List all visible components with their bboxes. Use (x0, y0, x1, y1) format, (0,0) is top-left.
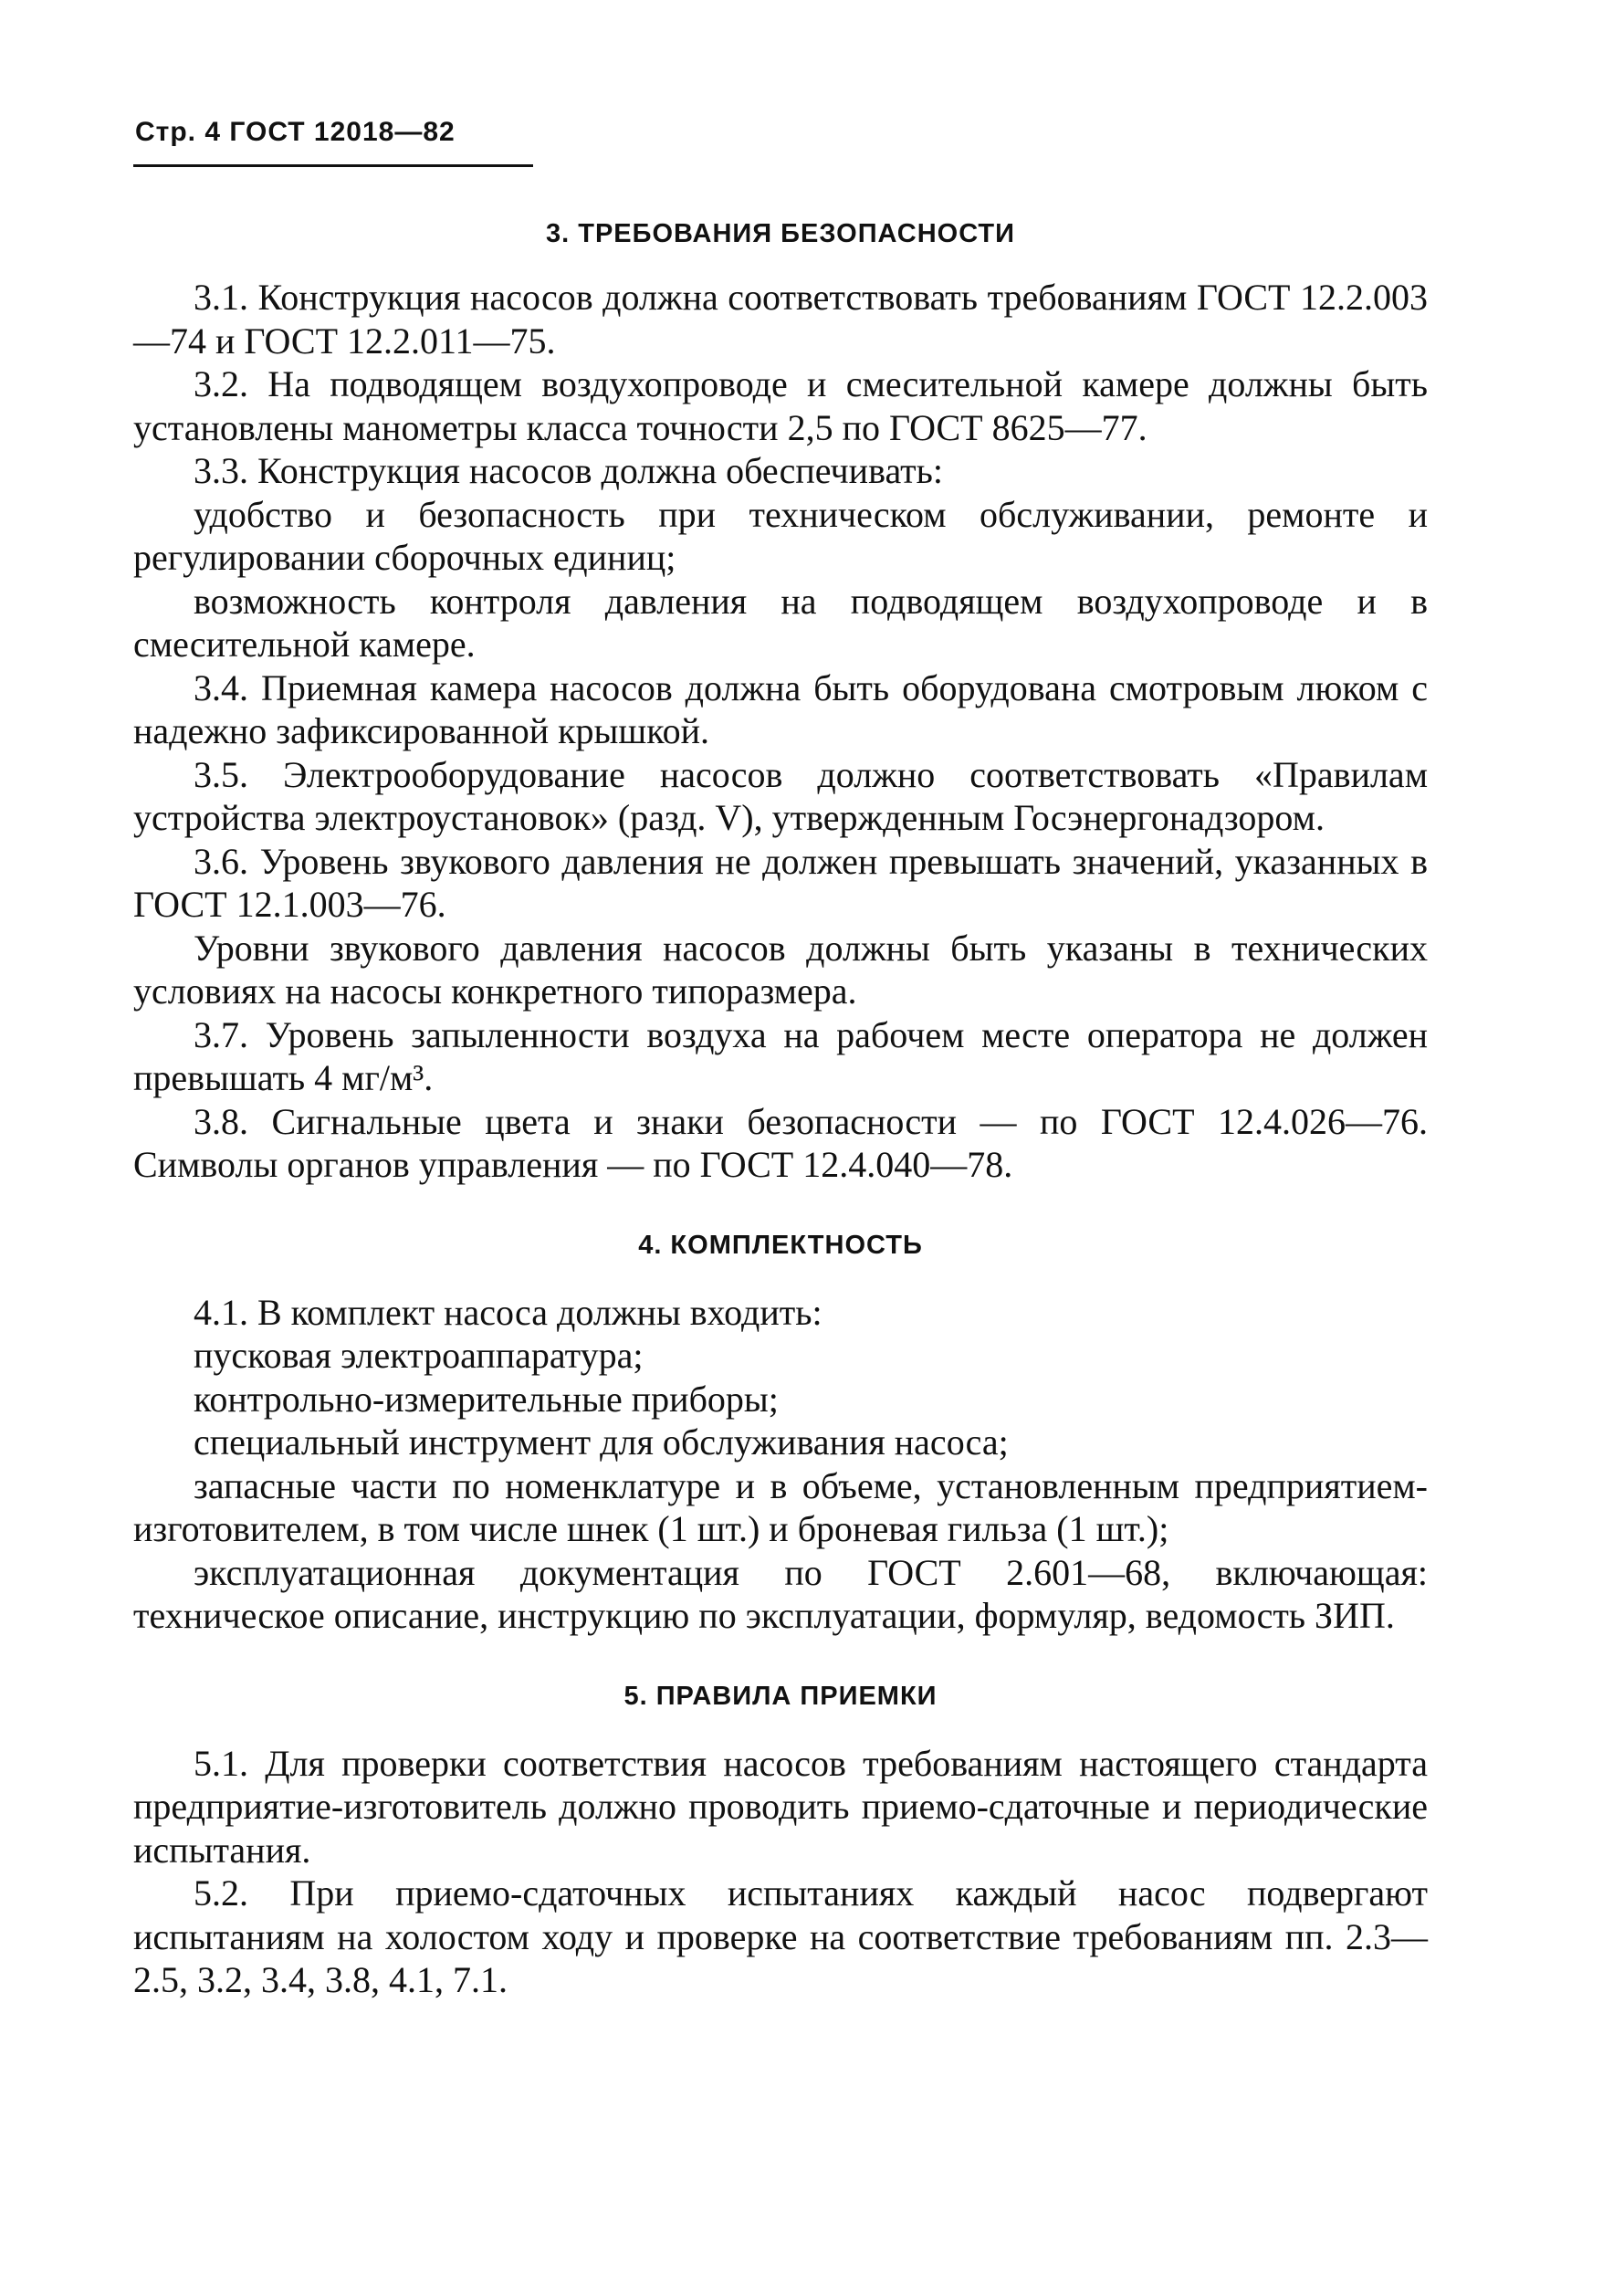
paragraph-4-1: 4.1. В комплект насоса должны входить: (194, 1291, 822, 1333)
paragraph-3-2: 3.2. На подводящем воздухопроводе и смесительной камере должны быть установлены манометры класса точности 2,5 по ГОСТ 8625—77. (133, 363, 1428, 448)
paragraph-3-6: 3.6. Уровень звукового давления не должен превышать значений, указанных в ГОСТ 12.1.003—76. (133, 840, 1428, 925)
paragraph-5-1: 5.1. Для проверки соответствия насосов требованиям настоящего стандарта предприятие-изготовитель должно проводить приемо-сдаточные и периодические испытания. (133, 1742, 1428, 1871)
list-item: пусковая электроаппаратура; (194, 1335, 644, 1376)
paragraph-3-5: 3.5. Электрооборудование насосов должно соответствовать «Правилам устройства электроустановок» (разд. V), утвержденным Госэнергонадзором. (133, 753, 1428, 838)
paragraph-3-4: 3.4. Приемная камера насосов должна быть оборудована смотровым люком с надежно зафиксированной крышкой. (133, 666, 1428, 751)
paragraph-3-3: 3.3. Конструкция насосов должна обеспечивать: (194, 450, 943, 491)
section-4-title: 4. КОМПЛЕКТНОСТЬ (638, 1230, 923, 1260)
section-5-title: 5. ПРАВИЛА ПРИЕМКИ (623, 1681, 938, 1711)
paragraph-3-7: 3.7. Уровень запыленности воздуха на рабочем месте оператора не должен превышать 4 мг/м³. (133, 1013, 1428, 1098)
list-item: запасные части по номенклатуре и в объеме, установленным предприятием-изготовителем, в том числе шнек (1 шт.) и броневая гильза (1 шт.); (133, 1464, 1428, 1549)
list-item: специальный инструмент для обслуживания насоса; (194, 1421, 1009, 1463)
paragraph-3-6-continued: Уровни звукового давления насосов должны быть указаны в технических условиях на насосы конкретного типоразмера. (133, 927, 1428, 1012)
paragraph-5-2: 5.2. При приемо-сдаточных испытаниях каждый насос подвергают испытаниям на холостом ходу и проверке на соответствие требованиям пп. 2.3—2.5, 3.2, 3.4, 3.8, 4.1, 7.1. (133, 1872, 1428, 2000)
paragraph-3-3-item-2: возможность контроля давления на подводящем воздухопроводе и в смесительной камере. (133, 580, 1428, 665)
list-item: контрольно-измерительные приборы; (194, 1378, 779, 1420)
paragraph-3-8: 3.8. Сигнальные цвета и знаки безопасности — по ГОСТ 12.4.026—76. Символы органов управления — по ГОСТ 12.4.040—78. (133, 1100, 1428, 1185)
section-3-title: 3. ТРЕБОВАНИЯ БЕЗОПАСНОСТИ (546, 219, 1015, 248)
running-head: Стр. 4 ГОСТ 12018—82 (135, 117, 456, 147)
paragraph-3-1: 3.1. Конструкция насосов должна соответствовать требованиям ГОСТ 12.2.003—74 и ГОСТ 12.2.011—75. (133, 277, 1428, 362)
header-rule (133, 164, 533, 167)
paragraph-3-3-item-1: удобство и безопасность при техническом обслуживании, ремонте и регулировании сборочных единиц; (133, 493, 1428, 578)
page-body (133, 212, 1428, 2002)
list-item: эксплуатационная документация по ГОСТ 2.601—68, включающая: техническое описание, инструкцию по эксплуатации, формуляр, ведомость ЗИП. (133, 1551, 1428, 1636)
